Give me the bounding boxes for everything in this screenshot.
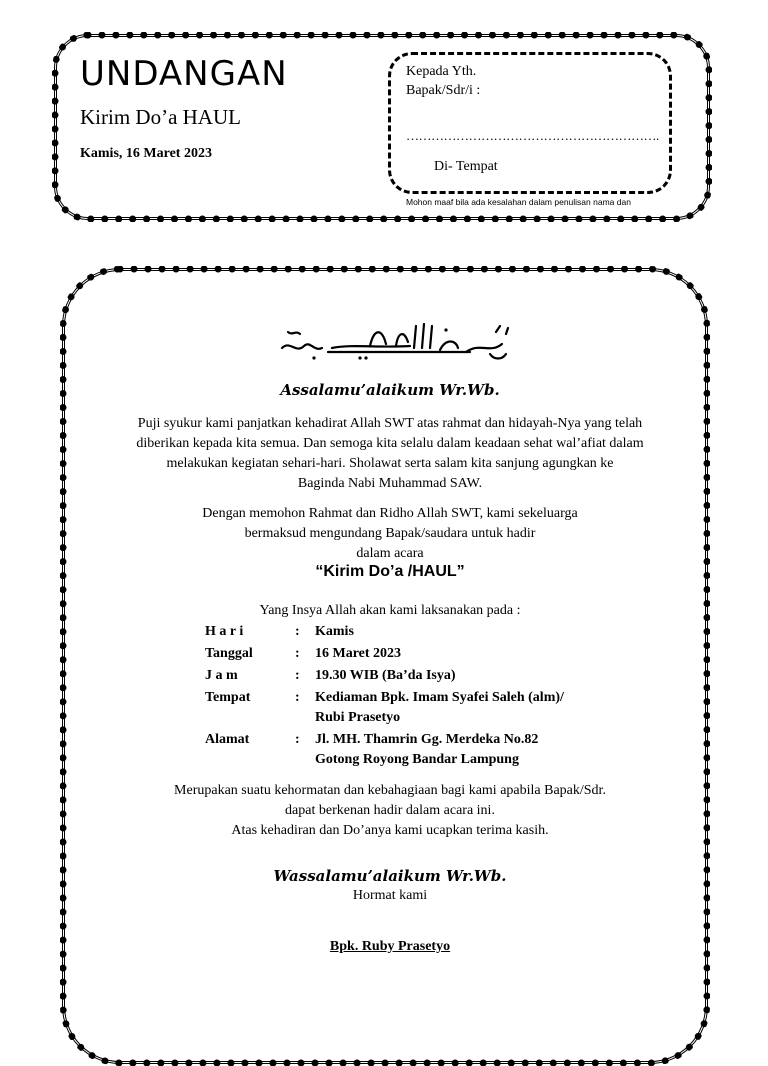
regards-text: Hormat kami: [352, 888, 428, 903]
detail-separator: :: [295, 646, 300, 661]
detail-row-date: [205, 642, 564, 664]
closing-line-2: dapat berkenan hadir dalam acara ini.: [285, 803, 495, 818]
detail-label: H a r i: [205, 624, 244, 639]
recipient-location: Di- Tempat: [434, 159, 498, 174]
detail-value: 16 Maret 2023: [315, 646, 402, 661]
closing-greeting: Wassalamu’alaikum Wr.Wb.: [273, 867, 507, 885]
detail-separator: :: [295, 732, 300, 747]
closing-line-1: Merupakan suatu kehormatan dan kebahagiaan bagi kami apabila Bapak/Sdr.: [174, 783, 606, 798]
detail-value-multiline: [315, 728, 564, 770]
detail-label: J a m: [205, 668, 238, 683]
detail-separator: :: [295, 668, 300, 683]
signer-name: Bpk. Ruby Prasetyo: [329, 939, 451, 954]
detail-value-cont: Rubi Prasetyo: [315, 710, 401, 725]
invitation-line-2: bermaksud mengundang Bapak/saudara untuk hadir: [244, 526, 536, 541]
detail-label: Tanggal: [205, 646, 253, 661]
detail-value: Kediaman Bpk. Imam Syafei Saleh (alm)/: [315, 690, 564, 705]
detail-row-address: [205, 728, 564, 770]
intro-line-3: melakukan kegiatan sehari-hari. Sholawat serta salam kita sanjung agungkan ke: [166, 456, 614, 471]
apology-note: Mohon maaf bila ada kesalahan dalam penulisan nama dan: [406, 197, 631, 207]
intro-line-4: Baginda Nabi Muhammad SAW.: [297, 476, 483, 491]
detail-value: Kamis: [315, 624, 354, 639]
invitation-subtitle: Kirim Do’a HAUL: [80, 105, 241, 129]
detail-row-time: [205, 664, 564, 686]
event-name: “Kirim Do’a /HAUL”: [315, 563, 465, 580]
recipient-salutation: Bapak/Sdr/i :: [406, 83, 481, 98]
detail-separator: :: [295, 624, 300, 639]
invitation-line-1: Dengan memohon Rahmat dan Ridho Allah SWT, kami sekeluarga: [202, 506, 578, 521]
recipient-name-line: …………………………………………………….: [406, 128, 659, 143]
detail-label: Alamat: [205, 732, 250, 747]
event-details: [205, 620, 564, 770]
invitation-paragraph: [100, 504, 680, 564]
intro-paragraph: [100, 414, 680, 494]
detail-value-multiline: [315, 686, 564, 728]
opening-greeting: Assalamu’alaikum Wr.Wb.: [280, 381, 500, 399]
intro-line-1: Puji syukur kami panjatkan kehadirat Allah SWT atas rahmat dan hidayah-Nya yang telah: [137, 416, 643, 431]
closing-paragraph: [100, 781, 680, 841]
detail-value-cont: Gotong Royong Bandar Lampung: [315, 752, 519, 767]
detail-value: 19.30 WIB (Ba’da Isya): [315, 668, 456, 683]
closing-line-3: Atas kehadiran dan Do’anya kami ucapkan terima kasih.: [231, 823, 549, 838]
invitation-title: UNDANGAN: [80, 54, 288, 94]
detail-row-day: [205, 620, 564, 642]
invitation-line-3: dalam acara: [356, 546, 424, 561]
schedule-intro: Yang Insya Allah akan kami laksanakan pada :: [259, 603, 521, 618]
detail-separator: :: [295, 690, 300, 705]
detail-label: Tempat: [205, 690, 251, 705]
header-date: Kamis, 16 Maret 2023: [80, 146, 212, 161]
recipient-to-line: Kepada Yth.: [406, 64, 477, 79]
intro-line-2: diberikan kepada kita semua. Dan semoga kita selalu dalam keadaan sehat wal’afiat dalam: [136, 436, 644, 451]
bismillah-calligraphy-icon: [270, 318, 520, 364]
detail-row-place: [205, 686, 564, 728]
detail-value: Jl. MH. Thamrin Gg. Merdeka No.82: [315, 732, 539, 747]
